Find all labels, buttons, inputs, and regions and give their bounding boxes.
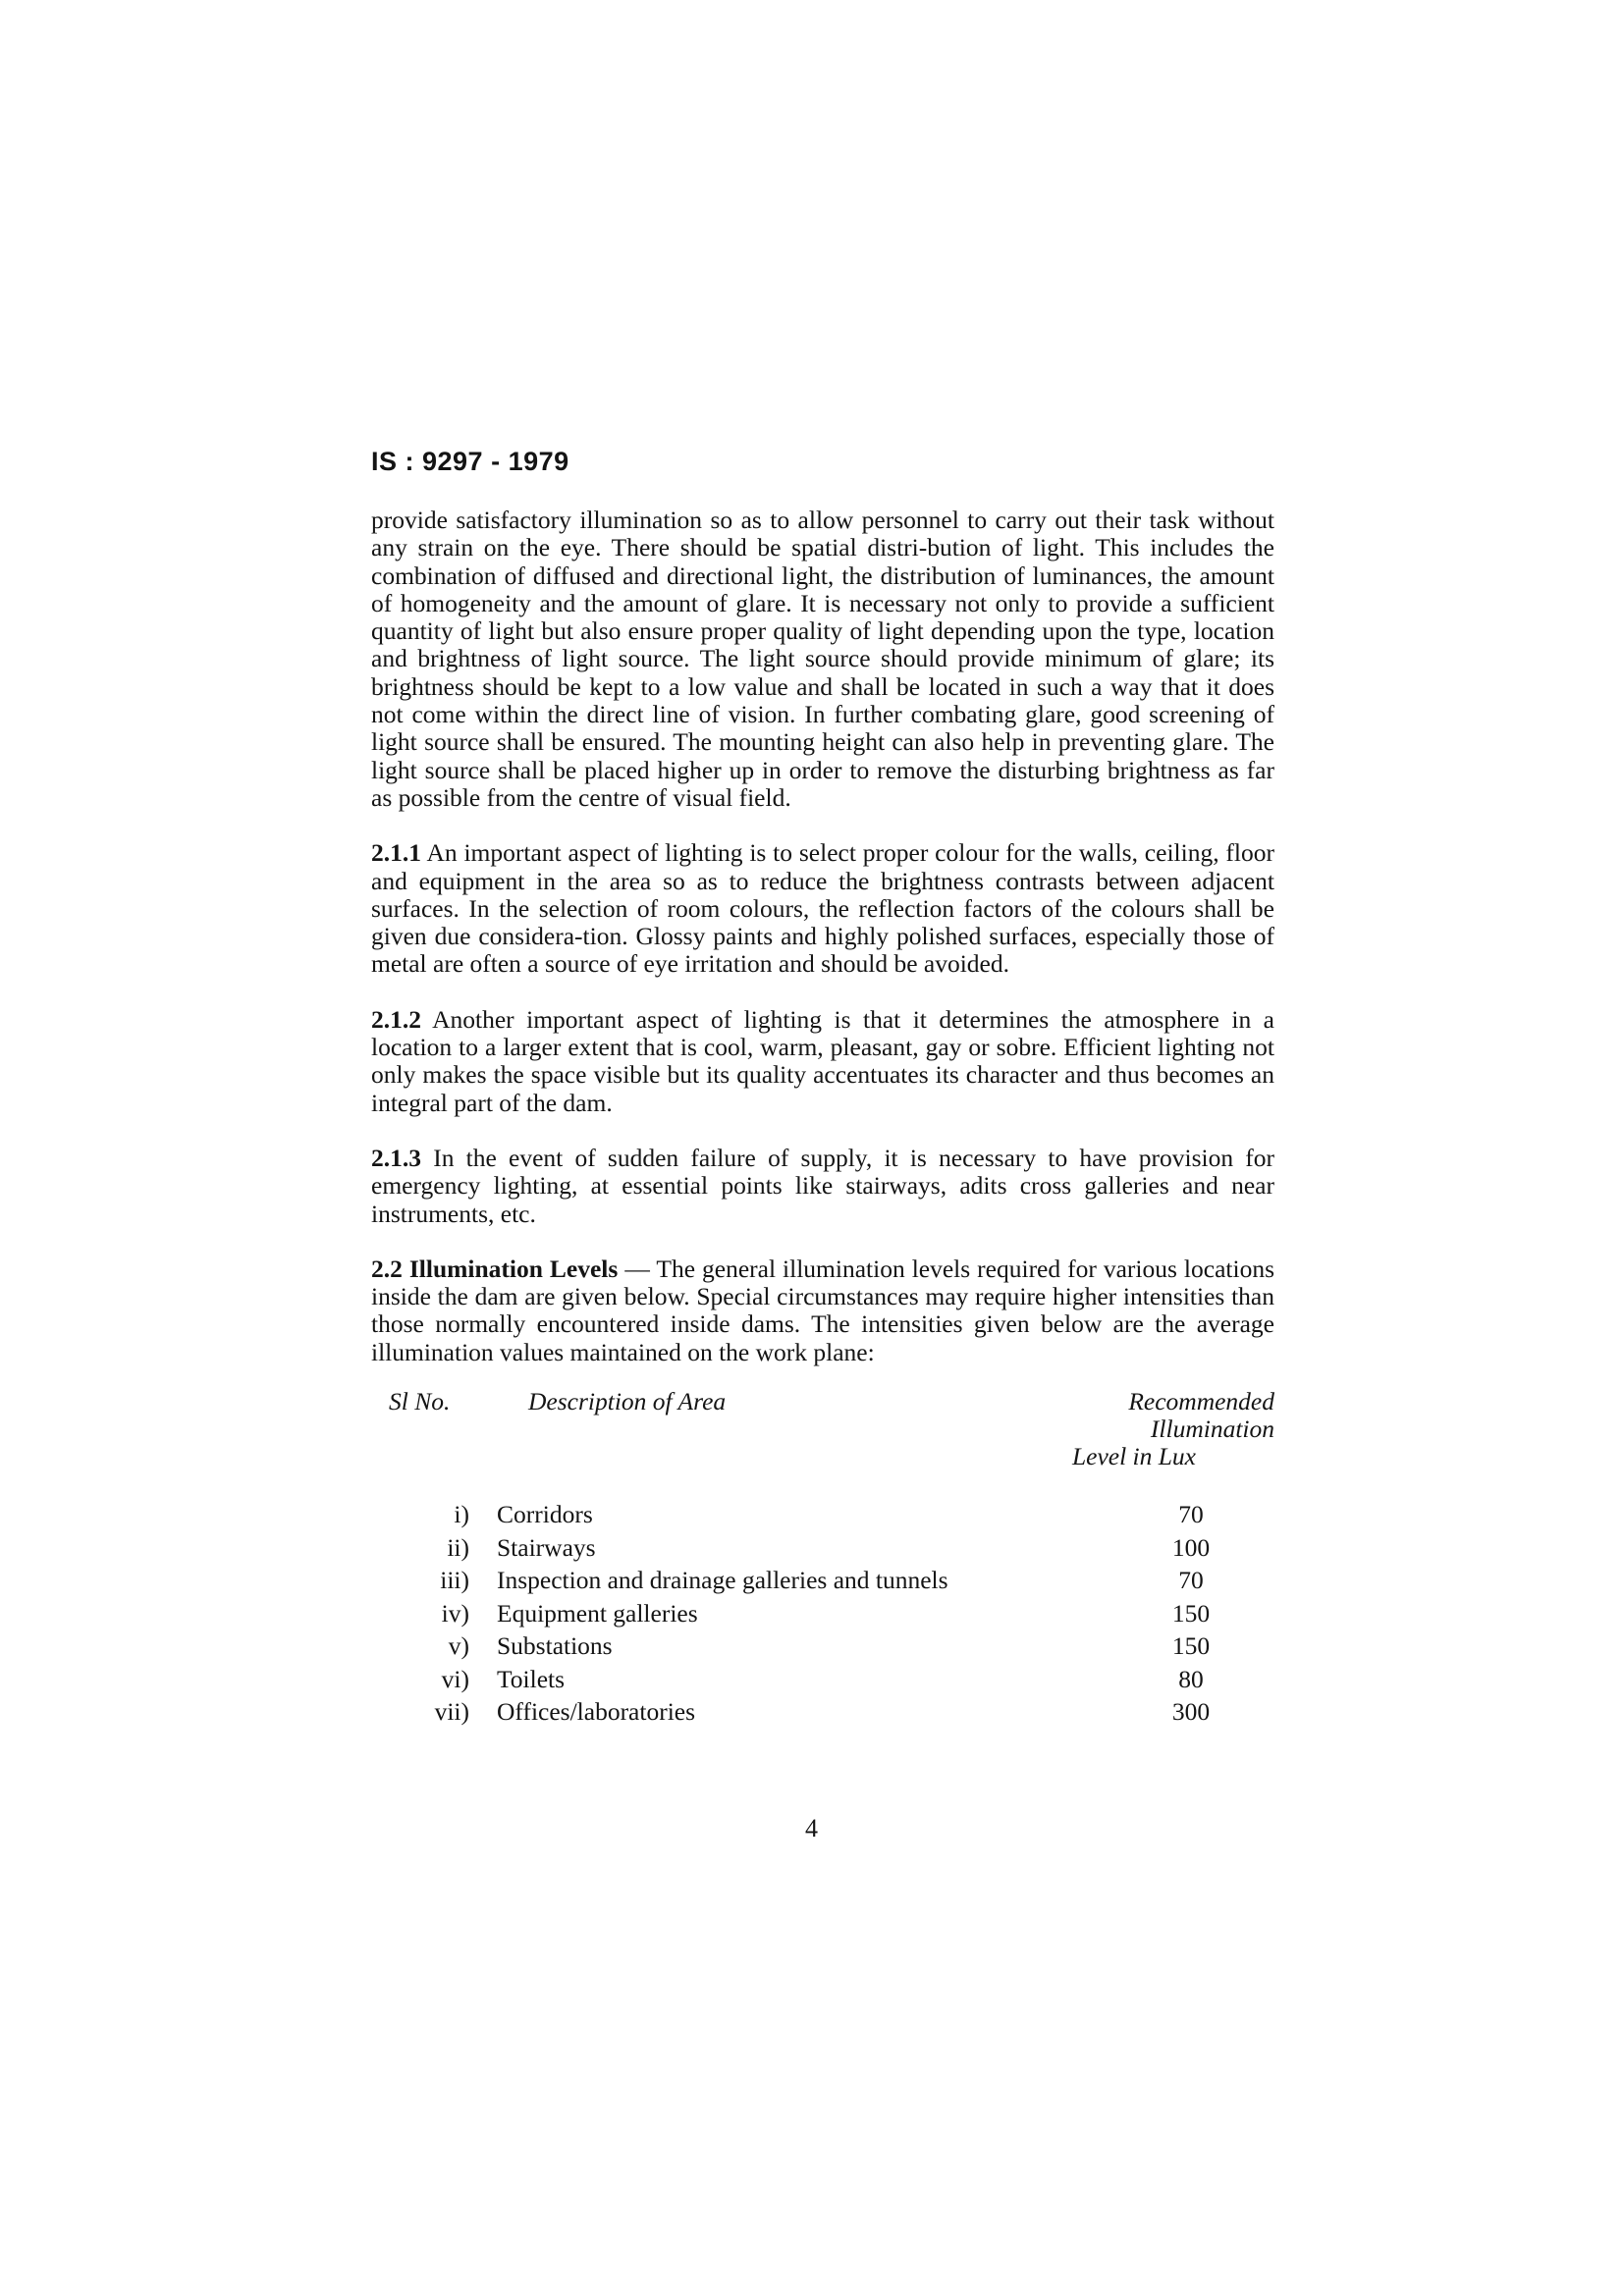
row-sl-no: vi) <box>441 1664 469 1693</box>
clause-heading: Illumination Levels <box>408 1254 619 1283</box>
clause-2-1-3 <box>371 1145 1274 1228</box>
row-lux: 70 <box>1178 1500 1204 1529</box>
clause-2-1-2 <box>371 1006 1274 1117</box>
standard-id-header: IS : 9297 - 1979 <box>371 447 569 476</box>
table-row <box>371 1564 1274 1597</box>
row-sl-no: i) <box>454 1500 469 1529</box>
document-page <box>371 447 1274 1729</box>
row-description: Substations <box>497 1631 613 1661</box>
row-description: Stairways <box>497 1532 596 1562</box>
row-sl-no: iii) <box>440 1566 469 1595</box>
clause-2-1-1 <box>371 839 1274 978</box>
illumination-table <box>371 1388 1274 1729</box>
table-row <box>371 1629 1274 1663</box>
clause-2-2 <box>371 1255 1274 1366</box>
row-description: Toilets <box>497 1664 566 1693</box>
table-row <box>371 1695 1274 1729</box>
header-sl-no: Sl No. <box>389 1387 451 1416</box>
row-sl-no: v) <box>448 1631 469 1661</box>
clause-number: 2.1.3 <box>371 1143 421 1172</box>
clause-number: 2.2 <box>371 1254 403 1283</box>
row-description: Equipment galleries <box>497 1598 698 1628</box>
clause-number: 2.1.1 <box>371 838 421 868</box>
row-lux: 150 <box>1171 1631 1211 1661</box>
table-row <box>371 1531 1274 1565</box>
clause-text: Another important aspect of lighting is that it determines the atmosphere in a location to a larger extent that is cool, warm, pleasant, gay or sobre. Efficient lighting not only makes the space visible but its quality accentuates its character and thus becomes an integral part of the dam. <box>371 1004 1274 1117</box>
row-sl-no: vii) <box>434 1697 469 1727</box>
header-description: Description of Area <box>528 1387 727 1416</box>
row-sl-no: ii) <box>447 1532 469 1562</box>
clause-text: — The general illumination levels required for various locations inside the dam are given below. Special circumstances may require higher intensities than those normally encountered inside dams. The intensities given below are the average illumination values maintained on the work plane: <box>371 1254 1274 1366</box>
paragraph-text: provide satisfactory illumination so as to allow personnel to carry out their task without any strain on the eye. There should be spatial distri-bution of light. This includes the combination of diffused and directional light, the distribution of luminances, the amount of homogeneity and the amount of glare. It is necessary not only to provide a sufficient quantity of light but also ensure proper quality of light depending upon the type, location and brightness of light source. The light source should provide minimum of glare; its brightness should be kept to a low value and shall be located in such a way that it does not come within the direct line of vision. In further combating glare, good screening of light source shall be ensured. The mounting height can also help in preventing glare. The light source shall be placed higher up in order to remove the disturbing brightness as far as possible from the centre of visual field. <box>371 506 1274 812</box>
header-illumination-line1: Recommended Illumination <box>1128 1387 1274 1444</box>
page-number: 4 <box>805 1814 818 1842</box>
row-lux: 150 <box>1171 1598 1211 1628</box>
clause-text: An important aspect of lighting is to select proper colour for the walls, ceiling, floor and equipment in the area so as to reduce the brightness contrasts between adjacent surfaces. In the selection of room colours, the reflection factors of the colours shall be given due considera-tion. Glossy paints and highly polished surfaces, especially those of metal are often a source of eye irritation and should be avoided. <box>371 838 1274 979</box>
paragraph-continued <box>371 507 1274 812</box>
row-sl-no: iv) <box>441 1598 469 1628</box>
row-lux: 100 <box>1171 1532 1211 1562</box>
row-description: Inspection and drainage galleries and tunnels <box>497 1566 948 1595</box>
clause-number: 2.1.2 <box>371 1004 421 1034</box>
table-header-row <box>371 1388 1274 1498</box>
table-row <box>371 1498 1274 1531</box>
row-lux: 300 <box>1171 1697 1211 1727</box>
row-lux: 80 <box>1178 1664 1204 1693</box>
header-illumination-line2: Level in Lux <box>1071 1442 1196 1471</box>
header-illumination <box>1068 1388 1274 1498</box>
table-row <box>371 1597 1274 1630</box>
row-description: Corridors <box>497 1500 593 1529</box>
table-row <box>371 1663 1274 1696</box>
row-lux: 70 <box>1178 1566 1204 1595</box>
clause-text: In the event of sudden failure of supply, it is necessary to have provision for emergency lighting, at essential points like stairways, adits cross galleries and near instruments, etc. <box>371 1143 1275 1228</box>
row-description: Offices/laboratories <box>497 1697 696 1727</box>
